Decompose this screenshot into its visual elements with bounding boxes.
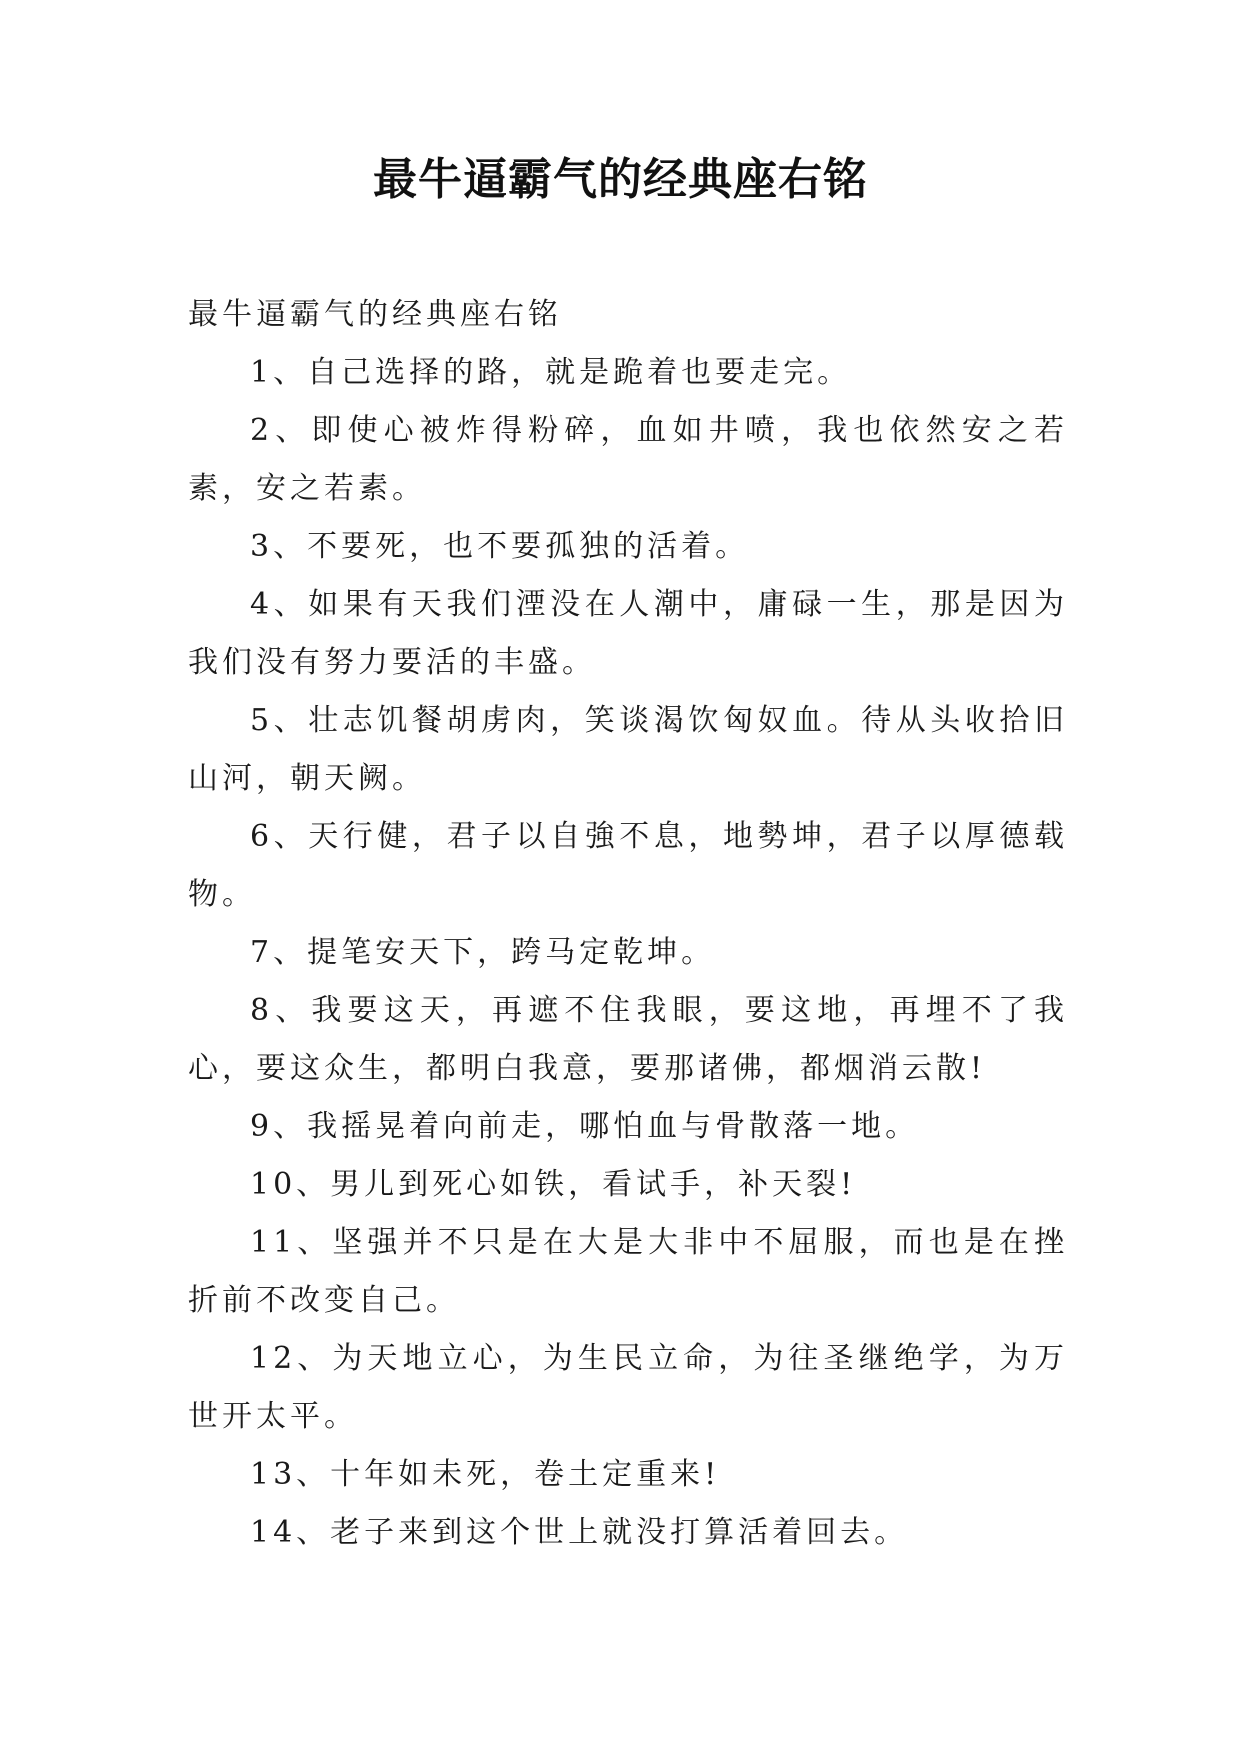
motto-entry-14: 14、老子来到这个世上就没打算活着回去。	[250, 1515, 909, 1550]
motto-entry-5: 5、壮志饥餐胡虏肉，笑谈渴饮匈奴血。待从头收拾旧山河，朝天阙。	[188, 703, 1068, 796]
motto-entry-7: 7、提笔安天下，跨马定乾坤。	[250, 935, 716, 970]
document-title: 最牛逼霸气的经典座右铭	[373, 154, 868, 205]
motto-entry-1: 1、自己选择的路，就是跪着也要走完。	[250, 355, 852, 390]
motto-entry-3: 3、不要死，也不要孤独的活着。	[250, 529, 750, 564]
motto-entry-2: 2、即使心被炸得粉碎，血如井喷，我也依然安之若素，安之若素。	[188, 413, 1068, 506]
motto-entry-10: 10、男儿到死心如铁，看试手，补天裂!	[250, 1167, 857, 1202]
motto-entry-6: 6、天行健，君子以自強不息，地勢坤，君子以厚德载物。	[188, 819, 1068, 912]
motto-entry-13: 13、十年如未死，卷土定重来!	[250, 1457, 721, 1492]
motto-entry-9: 9、我摇晃着向前走，哪怕血与骨散落一地。	[250, 1109, 920, 1144]
document-subtitle: 最牛逼霸气的经典座右铭	[188, 297, 562, 332]
document-body	[188, 286, 1068, 1562]
motto-entry-12: 12、为天地立心，为生民立命，为往圣继绝学，为万世开太平。	[188, 1341, 1068, 1434]
motto-entry-8: 8、我要这天，再遮不住我眼，要这地，再埋不了我心，要这众生，都明白我意，要那诸佛，都烟消云散!	[188, 993, 1068, 1086]
motto-entry-11: 11、坚强并不只是在大是大非中不屈服，而也是在挫折前不改变自己。	[188, 1225, 1068, 1318]
motto-entry-4: 4、如果有天我们湮没在人潮中，庸碌一生，那是因为我们没有努力要活的丰盛。	[188, 587, 1068, 680]
